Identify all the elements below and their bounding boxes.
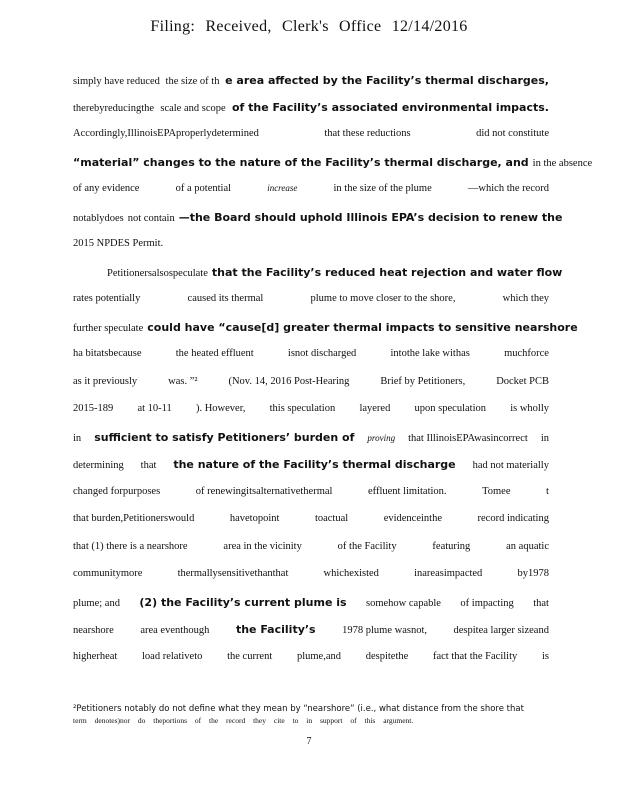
text-segment: somehow capable <box>366 598 441 609</box>
text-line <box>73 513 549 524</box>
text-segment: could have “cause[d] greater thermal impacts to sensitive nearshore <box>147 321 578 334</box>
text-segment: area eventhough <box>140 625 210 636</box>
text-segment: determining <box>73 460 124 471</box>
text-line <box>73 156 592 169</box>
text-line <box>73 101 549 114</box>
text-segment: is <box>541 651 549 662</box>
page-number: 7 <box>306 736 312 747</box>
text-segment: despitethe <box>365 651 409 662</box>
text-segment: effluent limitation. <box>368 486 447 497</box>
text-segment: that the Facility’s reduced heat rejection and water flow <box>211 266 563 279</box>
text-segment: t <box>546 486 549 497</box>
text-segment: scale and scope <box>160 103 226 114</box>
text-segment: that burden,Petitionerswould <box>73 513 195 524</box>
text-segment: thermallysensitivethanthat <box>177 568 289 579</box>
text-segment: of any evidence <box>73 183 140 194</box>
text-segment: in <box>540 433 549 444</box>
text-segment: as it previously <box>73 376 138 387</box>
text-segment: plume; and <box>73 598 120 609</box>
text-segment: of the Facility’s associated environmental impacts. <box>231 101 549 114</box>
text-segment: plume to move closer to the shore, <box>310 293 456 304</box>
text-line <box>73 541 549 552</box>
text-segment: ha bitatsbecause <box>73 348 142 359</box>
text-segment: the Facility’s <box>235 623 316 636</box>
text-segment: upon speculation <box>414 403 486 414</box>
text-segment: sufficient to satisfy Petitioners’ burden of <box>94 431 355 444</box>
text-segment: communitymore <box>73 568 143 579</box>
text-segment: of renewingitsalternativethermal <box>195 486 333 497</box>
text-line <box>73 211 562 224</box>
text-segment: this speculation <box>269 403 336 414</box>
footnote-line-1: ²Petitioners notably do not define what they mean by “nearshore” (i.e., what distance from the shore that <box>73 704 524 714</box>
text-line <box>73 74 549 87</box>
text-segment: (2) the Facility’s current plume is <box>139 596 347 609</box>
text-segment: that (1) there is a nearshore <box>73 541 188 552</box>
text-segment: at 10-11 <box>137 403 172 414</box>
text-segment: featuring <box>432 541 471 552</box>
text-line <box>107 266 562 279</box>
text-segment: ). However, <box>195 403 246 414</box>
text-line <box>73 321 578 334</box>
text-segment: of a potential <box>175 183 232 194</box>
text-line <box>73 376 549 387</box>
text-segment: —the Board should uphold Illinois EPA’s decision to renew the <box>178 211 563 224</box>
text-line <box>73 623 549 636</box>
text-line <box>73 403 549 414</box>
text-segment: Petitionersalsospeculate <box>107 268 208 279</box>
text-segment: Brief by Petitioners, <box>380 376 466 387</box>
text-line <box>73 238 163 249</box>
text-segment: which they <box>502 293 549 304</box>
text-segment: evidenceinthe <box>383 513 442 524</box>
text-line <box>73 568 549 579</box>
text-line <box>73 458 549 471</box>
text-segment: 1978 plume wasnot, <box>342 625 427 636</box>
text-segment: notablydoes <box>73 213 124 224</box>
text-line <box>73 183 549 194</box>
text-line <box>73 348 549 359</box>
text-segment: therebyreducingthe <box>73 103 155 114</box>
text-segment: that <box>140 460 157 471</box>
text-segment: Accordingly,IllinoisEPAproperlydetermined <box>73 128 259 139</box>
text-segment: area in the vicinity <box>223 541 302 552</box>
text-line <box>73 596 549 609</box>
text-segment: muchforce <box>504 348 549 359</box>
text-segment: Docket PCB <box>496 376 549 387</box>
text-segment: havetopoint <box>229 513 280 524</box>
text-segment: in <box>73 433 82 444</box>
text-segment: the heated effluent <box>175 348 254 359</box>
text-segment: that IllinoisEPAwasincorrect <box>408 433 528 444</box>
text-segment: increase <box>267 183 298 193</box>
text-segment: inareasimpacted <box>414 568 483 579</box>
text-segment: layered <box>359 403 391 414</box>
text-segment: the nature of the Facility’s thermal discharge <box>173 458 456 471</box>
text-segment: of impacting <box>460 598 514 609</box>
text-line <box>73 293 549 304</box>
text-line <box>73 128 549 139</box>
text-segment: did not constitute <box>476 128 549 139</box>
text-segment: rates potentially <box>73 293 141 304</box>
footnote-line-2: term denotes)nor do theportions of the record they cite to in support of this argument. <box>73 716 414 725</box>
text-segment: higherheat <box>73 651 118 662</box>
text-segment: an aquatic <box>506 541 549 552</box>
filing-header: Filing: Received, Clerk's Office 12/14/2016 <box>150 18 468 35</box>
text-segment: fact that the Facility <box>432 651 518 662</box>
text-segment: is wholly <box>510 403 549 414</box>
text-segment: “material” changes to the nature of the Facility’s thermal discharge, and <box>73 156 529 169</box>
text-segment: changed forpurposes <box>73 486 161 497</box>
text-segment: isnot discharged <box>287 348 357 359</box>
text-segment: not contain <box>127 213 175 224</box>
text-segment: had not materially <box>472 460 549 471</box>
text-segment: 2015-189 <box>73 403 114 414</box>
text-segment: that these reductions <box>324 128 411 139</box>
text-segment: Tomee <box>482 486 511 497</box>
text-segment: toactual <box>314 513 349 524</box>
text-segment: the size of th <box>165 76 220 87</box>
text-segment: was. ”² <box>168 376 198 387</box>
text-segment: nearshore <box>73 625 114 636</box>
text-line <box>73 486 549 497</box>
text-segment: despitea larger sizeand <box>453 625 549 636</box>
text-segment: in the size of the plume <box>333 183 432 194</box>
text-segment: 2015 NPDES Permit. <box>73 238 164 249</box>
text-segment: the current <box>227 651 273 662</box>
text-segment: proving <box>367 433 396 443</box>
text-segment: further speculate <box>73 323 144 334</box>
text-segment: whichexisted <box>323 568 379 579</box>
text-segment: plume,and <box>296 651 341 662</box>
text-line <box>73 431 549 444</box>
text-line <box>73 651 549 662</box>
text-segment: —which the record <box>467 183 549 194</box>
text-segment: in the absence <box>532 158 593 169</box>
text-segment: (Nov. 14, 2016 Post-Hearing <box>228 376 350 387</box>
text-segment: of the Facility <box>337 541 397 552</box>
text-segment: that <box>533 598 549 609</box>
text-segment: load relativeto <box>142 651 203 662</box>
text-segment: by1978 <box>517 568 549 579</box>
text-segment: record indicating <box>477 513 549 524</box>
text-segment: intothe lake withas <box>390 348 470 359</box>
text-segment: caused its thermal <box>187 293 264 304</box>
text-segment: e area affected by the Facility’s thermal discharges, <box>225 74 549 87</box>
text-segment: simply have reduced <box>73 76 160 87</box>
